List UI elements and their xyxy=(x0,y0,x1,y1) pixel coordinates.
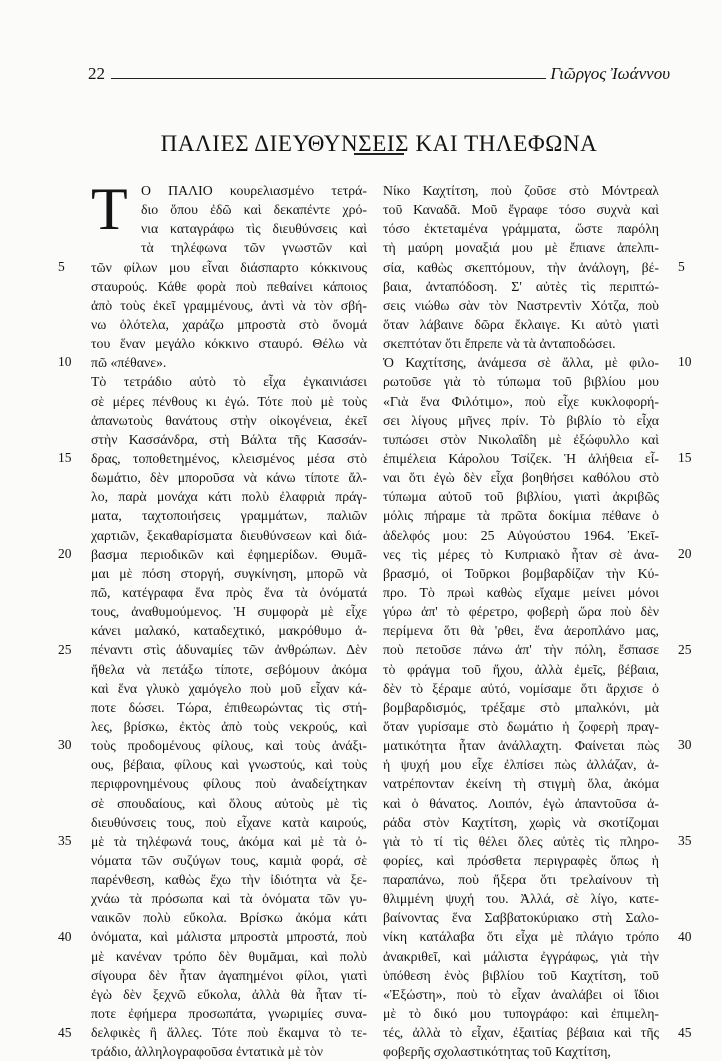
text-line: ἀνακριθεῖ, καὶ μάλιστα ἐγγράφως, γιὰ τὴν xyxy=(383,948,659,964)
header-rule xyxy=(111,78,546,79)
text-line: φοβερῆς σχολαστικότητας τοῦ Καχτίτση, xyxy=(383,1044,611,1060)
text-line: ἀπανωτοὺς θανάτους στὴν οἰκογένεια, ἐκεῖ xyxy=(91,412,367,428)
text-line: βρασμό, οἱ Τοῦρκοι βομβαρδίζαν τὴν Κύ- xyxy=(383,565,659,581)
text-line: ἐγὼ δὲν ξεχνῶ εὔκολα, ἀλλὰ θὰ ἦταν τί- xyxy=(91,986,367,1002)
text-line: διευθύνσεις τους, ποὺ εἶχανε κατὰ καιρούς, xyxy=(91,814,367,830)
text-line: περίμενα ὅτι θὰ 'ρθει, ἕνα ἀεροπλάνο μας, xyxy=(383,623,659,639)
text-line: σίγουρα δὲν ἦταν ἀγαπημένοι φίλοι, γιατὶ xyxy=(91,967,367,983)
text-line: ἡ ψυχή μου εἶχε ἐλπίσει πὼς ἀλλάζαν, ἀ- xyxy=(383,757,659,773)
left-column xyxy=(91,176,367,1061)
text-line: τόσο ἐκτεταμένα γράμματα, ὥστε παρόλη xyxy=(383,221,659,237)
text-line: νόματα τῶν συζύγων τους, καμιὰ φορά, σὲ xyxy=(91,852,367,868)
text-line: τὰ τηλέφωνα τῶν γνωστῶν καὶ xyxy=(141,240,367,256)
text-line: ἀδελφός μου: 25 Αὐγούστου 1964. Ἐκεῖ- xyxy=(383,527,659,543)
text-line: τοῦ Καναδᾶ. Μοῦ ἔγραφε τόσο συχνὰ καὶ xyxy=(383,202,659,218)
line-number-right: 10 xyxy=(678,354,692,370)
text-line: γιὰ τὸ τί τὶς θέλει ὅλες αὐτὲς τὶς πληρο- xyxy=(383,833,659,849)
text-line: θλιμμένη ψυχή του. Ἀλλά, σὲ λίγο, κατε- xyxy=(383,891,659,907)
text-line: σκεπτόταν ὅτι ἔπρεπε νὰ τὰ ἀνταποδώσει. xyxy=(383,336,616,352)
text-line: μὲ τὸ δικό μου τυπογράφο: καὶ ἐπιμελη- xyxy=(383,1006,659,1022)
text-line: ἐπιμέλεια Κάρολου Τσίζεκ. Ἡ ἀλήθεια εἶ- xyxy=(383,450,659,466)
text-line: δελφικὲς ἢ ἄλλες. Τότε ποὺ ἔκαμνα τὸ τε- xyxy=(91,1025,367,1041)
text-line: γύρω ἀπ' τὸ φέρετρο, φοβερὴ ὥρα ποὺ δὲν xyxy=(383,604,659,620)
text-line: σὲ μέρες πένθους κι ἐγώ. Τότε ποὺ μὲ τοὺς xyxy=(91,393,367,409)
text-line: φορίες, καὶ πρόσθετα περιγραφὲς ὅπως ἡ xyxy=(383,852,659,868)
text-line: καὶ ὁ θάνατος. Λοιπόν, ἐγὼ ἀπαντοῦσα ἀ- xyxy=(383,795,659,811)
text-line: ματικότητα ἦταν ἀνάλλαχτη. Φαίνεται πὼς xyxy=(383,738,659,754)
text-line: Νίκο Καχτίτση, ποὺ ζοῦσε στὸ Μόντρεαλ xyxy=(383,183,659,198)
text-line: προ. Τὸ πρωὶ καθὼς εἴχαμε μείνει μόνοι xyxy=(383,584,659,600)
text-line: μὲ τὰ τηλέφωνά τους, ἀκόμα καὶ μὲ τὰ ὀ- xyxy=(91,833,367,849)
text-line: κάνει μαλακό, καταδεχτικό, μακρόθυμο ἀ- xyxy=(91,623,367,639)
text-line: νατρέπονταν ἐκείνη τὴ στιγμὴ ὅλα, ἀκόμα xyxy=(383,776,659,792)
text-line: χνάω τὰ πρόσωπα καὶ τὰ ὀνόματα τῶν γυ- xyxy=(91,891,367,907)
text-line: ὅταν γυρίσαμε στὸ δωμάτιο ἡ ζοφερὴ πραγ- xyxy=(383,718,659,734)
text-line: βομβαρδισμός, τρέξαμε στὸ μπαλκόνι, μὰ xyxy=(383,699,659,715)
text-line: ἤθελα νὰ πετάξω τίποτε, σεβόμουν ἀκόμα xyxy=(91,661,367,677)
text-line: σεις νιώθω σὰν τὸν Ναστρεντὶν Χότζα, ποὺ xyxy=(383,297,659,313)
line-number-left: 20 xyxy=(58,545,72,561)
line-number-right: 20 xyxy=(678,545,692,561)
line-number-left: 15 xyxy=(58,450,72,466)
text-line: ματα, ταχτοποιήσεις γραμμάτων, παλιῶν xyxy=(91,508,367,524)
text-line: τὴ μαύρη μοναξιά μου μὲ ἔπιανε ἀπελπι- xyxy=(383,240,659,256)
text-line: ους, βέβαια, φίλους καὶ γνωστούς, καὶ τοὺς xyxy=(91,757,367,773)
line-number-left: 25 xyxy=(58,641,72,657)
text-line: πέναντι στὶς ἀδυναμίες τῶν ἀνθρώπων. Δὲν xyxy=(91,642,367,658)
text-line: πῶ, κατέγραφα ἕνα πρὸς ἕνα τὰ ὀνόματά xyxy=(91,584,367,600)
text-line: ὀνόματα, καὶ μάλιστα μπροστὰ μπροστά, ποὺ xyxy=(91,929,367,945)
text-line: σὲ σπουδαίους, καὶ ὅλους αὐτοὺς μὲ τὶς xyxy=(91,795,367,811)
text-line: τὸ φράγμα τοῦ ἤχου, ἀλλὰ ἐμεῖς, βέβαια, xyxy=(383,661,659,677)
line-number-right: 45 xyxy=(678,1024,692,1040)
text-line: παραπάνω, ποὺ ἤξερα ὅτι τρελαίνουν τὴ xyxy=(383,872,659,888)
text-line: δὲν τὸ ξέραμε αὐτό, νομίσαμε ὅτι ἄρχισε ὁ xyxy=(383,680,659,696)
line-number-left: 35 xyxy=(58,833,72,849)
text-line: τράδιο, ἀλληλογραφοῦσα ἐντατικὰ μὲ τὸν xyxy=(91,1044,323,1060)
running-head xyxy=(88,60,670,84)
text-line: μαι μὲ πόση στοργή, συγκίνηση, μπορῶ νὰ xyxy=(91,565,367,581)
line-number-left: 45 xyxy=(58,1024,72,1040)
text-line: τῶν φίλων μου εἶναι διάσπαρτο κόκκινους xyxy=(91,259,367,275)
text-line: ναι ὅτι ἐγὼ δὲν εἶχα βοηθήσει καθόλου στὸ xyxy=(383,470,659,486)
line-number-right: 15 xyxy=(678,450,692,466)
line-number-left: 5 xyxy=(58,258,65,274)
text-line: χαρτιῶν, ξεκαθαρίσματα διευθύνσεων καὶ διά- xyxy=(91,527,367,543)
text-line: ὅταν λάβαινε δῶρα ἔκλαιγε. Κι αὐτὸ γιατὶ xyxy=(383,316,659,332)
text-line: νίκη κατάλαβα ὅτι εἶχα μὲ πλάγιο τρόπο xyxy=(383,929,659,945)
line-number-left: 30 xyxy=(58,737,72,753)
text-line: ποτε ἐφήμερα προσωπάτα, γνωριμίες συνα- xyxy=(91,1006,367,1022)
text-line: Ο ΠΑΛΙΟ κουρελιασμένο τετρά- xyxy=(141,183,367,198)
text-line: ποτε δώσει. Τώρα, ἐπιθεωρώντας τὶς στή- xyxy=(91,699,367,715)
title-divider xyxy=(354,153,404,155)
text-line: νια καταγράφω τὶς διευθύνσεις καὶ xyxy=(141,221,367,237)
drop-cap: Τ xyxy=(91,176,128,242)
text-line: τους, ἀναθυμούμενος. Ἡ συμφορὰ μὲ εἶχε xyxy=(91,604,367,620)
text-line: Ὁ Καχτίτσης, ἀνάμεσα σὲ ἄλλα, μὲ φιλο- xyxy=(383,355,659,371)
text-line: μόλις πήραμε τὰ πρῶτα δοκίμια πέθανε ὁ xyxy=(383,508,659,524)
text-line: νω ὁλότελα, χαράζω μπροστὰ στὸ ὄνομά xyxy=(91,316,367,332)
text-line: σία, καθὼς σκεπτόμουν, τὴν ἀνάλογη, βέ- xyxy=(383,259,659,275)
text-line: λες, βρίσκω, ἐκτὸς ἀπὸ τοὺς νεκρούς, καὶ xyxy=(91,718,367,734)
page-number: 22 xyxy=(88,64,105,83)
text-line: βαίνοντας ἕνα Σαββατοκύριακο στὴ Σαλο- xyxy=(383,910,659,926)
text-line: παρένθεση, καθὼς ἔχω τὴν ἰδιότητα νὰ ξε- xyxy=(91,872,367,888)
line-number-right: 5 xyxy=(678,258,685,274)
line-number-left: 10 xyxy=(58,354,72,370)
text-line: «Ἐξώστη», ποὺ τὸ εἶχαν ἀναλάβει οἱ ἴδιοι xyxy=(383,986,659,1002)
text-line: μὲ κανέναν τρόπο δὲν θυμᾶμαι, καὶ πολὺ xyxy=(91,948,367,964)
right-column xyxy=(383,181,659,1061)
text-line: διο ὅπου ἐδῶ καὶ δεκαπέντε χρό- xyxy=(141,202,367,218)
text-line: τοὺς προδομένους φίλους, καὶ τοὺς ἀνάξι- xyxy=(91,738,367,754)
text-line: νες τὶς μέρες τὸ Κυπριακὸ ἦταν σὲ ἀνα- xyxy=(383,546,659,562)
author-name: Γιῶργος Ἰωάννου xyxy=(550,64,670,83)
text-line: ναικῶν πολὺ εὔκολα. Βρίσκω ἀκόμα κάτι xyxy=(91,910,367,926)
text-line: δρας, τοποθετημένος, κλεισμένος μέσα στὸ xyxy=(91,450,367,466)
line-number-left: 40 xyxy=(58,928,72,944)
text-line: σταυρούς. Κάθε φορὰ ποὺ πεθαίνει κάποιος xyxy=(91,278,367,294)
line-number-right: 30 xyxy=(678,737,692,753)
text-line: λο, παρὰ μονάχα κάτι πολὺ ἐλαφριὰ πράγ- xyxy=(91,489,367,505)
text-line: τές, ἀλλὰ τὸ εἶχαν, ἐξαιτίας βέβαια καὶ τῆς xyxy=(383,1025,659,1041)
line-number-right: 35 xyxy=(678,833,692,849)
text-line: βαια, ἀνταπόδοση. Σ' αὐτὲς τὶς περιπτώ- xyxy=(383,278,659,294)
text-line: στὴν Κασσάνδρα, στὴ Βάλτα τῆς Κασσάν- xyxy=(91,431,367,447)
text-line: Τὸ τετράδιο αὐτὸ τὸ εἶχα ἐγκαινιάσει xyxy=(91,374,367,390)
text-line: πῶ «πέθανε». xyxy=(91,355,167,371)
text-line: ἀπὸ τοὺς ἐκεῖ γραμμένους, ἀντὶ νὰ τὸν σβή- xyxy=(91,297,367,313)
text-line: περιφρονημένους φίλους ποὺ ἀναδείχτηκαν xyxy=(91,776,367,792)
chapter-title: ΠΑΛΙΕΣ ΔΙΕΥΘΥΝΣΕΙΣ ΚΑΙ ΤΗΛΕΦΩΝΑ xyxy=(160,131,598,157)
text-line: ὑπόθεση ἑνὸς βιβλίου τοῦ Καχτίτση, τοῦ xyxy=(383,967,659,983)
text-line: τύπωμα αὐτοῦ τοῦ βιβλίου, γιατὶ ἀκριβῶς xyxy=(383,489,659,505)
text-line: δωμάτιο, δὲν μποροῦσα νὰ κάνω τίποτε ἄλ- xyxy=(91,470,367,486)
text-line: ποὺ πετοῦσε πάνω ἀπ' τὴν πόλη, ἔσπασε xyxy=(383,642,659,658)
text-line: βασμα περιοδικῶν καὶ ἐφημερίδων. Θυμᾶ- xyxy=(91,546,367,562)
text-line: καὶ ἕνα γλυκὸ χαμόγελο ποὺ μοῦ εἶχαν κά- xyxy=(91,680,367,696)
text-line: τυπώσει στὸν Νικολαΐδη μὲ ἐξώφυλλο καὶ xyxy=(383,431,659,447)
text-line: ρωτοῦσε γιὰ τὸ τύπωμα τοῦ βιβλίου μου xyxy=(383,374,659,390)
line-number-right: 40 xyxy=(678,928,692,944)
text-line: ράδα στὸν Καχτίτση, χωρὶς νὰ σκοτίζομαι xyxy=(383,814,659,830)
line-number-right: 25 xyxy=(678,641,692,657)
text-line: του ἕναν μεγάλο κόκκινο σταυρό. Θέλω νὰ xyxy=(91,336,367,352)
text-line: σει λίγους μῆνες πρίν. Τὸ βιβλίο τὸ εἶχα xyxy=(383,412,659,428)
text-line: «Γιὰ ἕνα Φιλότιμο», ποὺ εἶχε κυκλοφορή- xyxy=(383,393,659,409)
